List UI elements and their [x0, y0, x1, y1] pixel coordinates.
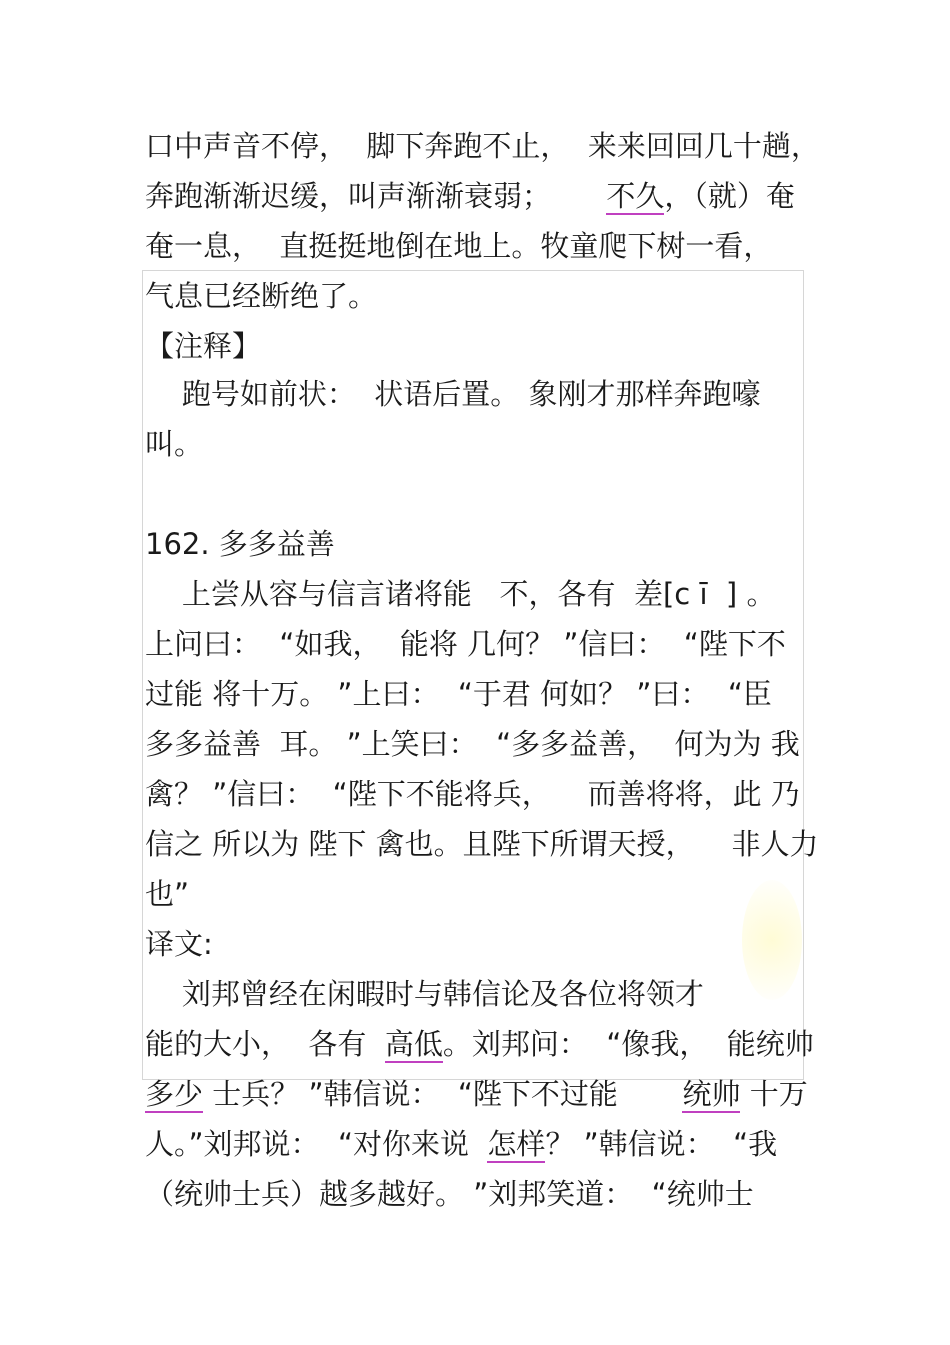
text-line: 奄一息， 直挺挺地倒在地上。牧童爬下树一看， — [145, 229, 773, 263]
text-run: 。刘邦问： “像我， 能统帅 — [442, 1027, 814, 1061]
underlined-term: 多少 — [145, 1077, 204, 1111]
text-line: 禽？ ”信曰： “陛下不能将兵， 而善将将，此 乃 — [145, 777, 800, 811]
text-line: 叫。 — [145, 427, 204, 461]
text-line: 过能 将十万。 ”上曰： “于君 何如？ ”曰： “臣 — [145, 677, 772, 711]
underlined-term: 怎样 — [487, 1127, 546, 1161]
underlined-term: 统帅 — [682, 1077, 741, 1111]
text-run: 奔跑渐渐迟缓，叫声渐渐衰弱； — [145, 179, 607, 213]
text-run: ？ ”韩信说： “我 — [545, 1127, 778, 1161]
text-run: 十万 — [740, 1077, 808, 1111]
faint-stain — [742, 880, 802, 1000]
note-heading: 【注释】 — [145, 329, 262, 363]
text-run: 人。”刘邦说： “对你来说 — [145, 1127, 488, 1161]
section-title: 162. 多多益善 — [145, 527, 335, 561]
text-line: 气息已经断绝了。 — [145, 279, 378, 313]
underlined-term: 不久 — [606, 179, 665, 213]
translation-heading: 译文: — [145, 927, 213, 961]
text-run: 士兵？ ”韩信说： “陛下不过能 — [203, 1077, 683, 1111]
text-line: 也” — [145, 877, 190, 911]
text-line: 多多益善 耳。 ”上笑曰： “多多益善， 何为为 我 — [145, 727, 800, 761]
text-line: 信之 所以为 陛下 禽也。且陛下所谓天授， 非人力 — [145, 827, 819, 861]
text-run: 能的大小， 各有 — [145, 1027, 385, 1061]
text-line: 口中声音不停， 脚下奔跑不止， 来来回回几十趟， — [145, 129, 820, 163]
text-line — [145, 1126, 777, 1162]
text-run: ，（就）奄 — [664, 179, 795, 213]
text-line — [145, 1076, 808, 1112]
text-line — [145, 178, 795, 214]
text-line: 刘邦曾经在闲暇时与韩信论及各位将领才 — [145, 977, 704, 1011]
text-line — [145, 1026, 814, 1062]
text-line: 上尝从容与信言诸将能 不，各有 差[c ī ] 。 — [145, 577, 776, 611]
text-line: 上问曰： “如我， 能将 几何？ ”信曰： “陛下不 — [145, 627, 786, 661]
text-line: 跑号如前状： 状语后置。 象刚才那样奔跑嚎 — [145, 377, 761, 411]
text-line: （统帅士兵）越多越好。 ”刘邦笑道： “统帅士 — [145, 1177, 754, 1211]
underlined-term: 高低 — [384, 1027, 443, 1061]
